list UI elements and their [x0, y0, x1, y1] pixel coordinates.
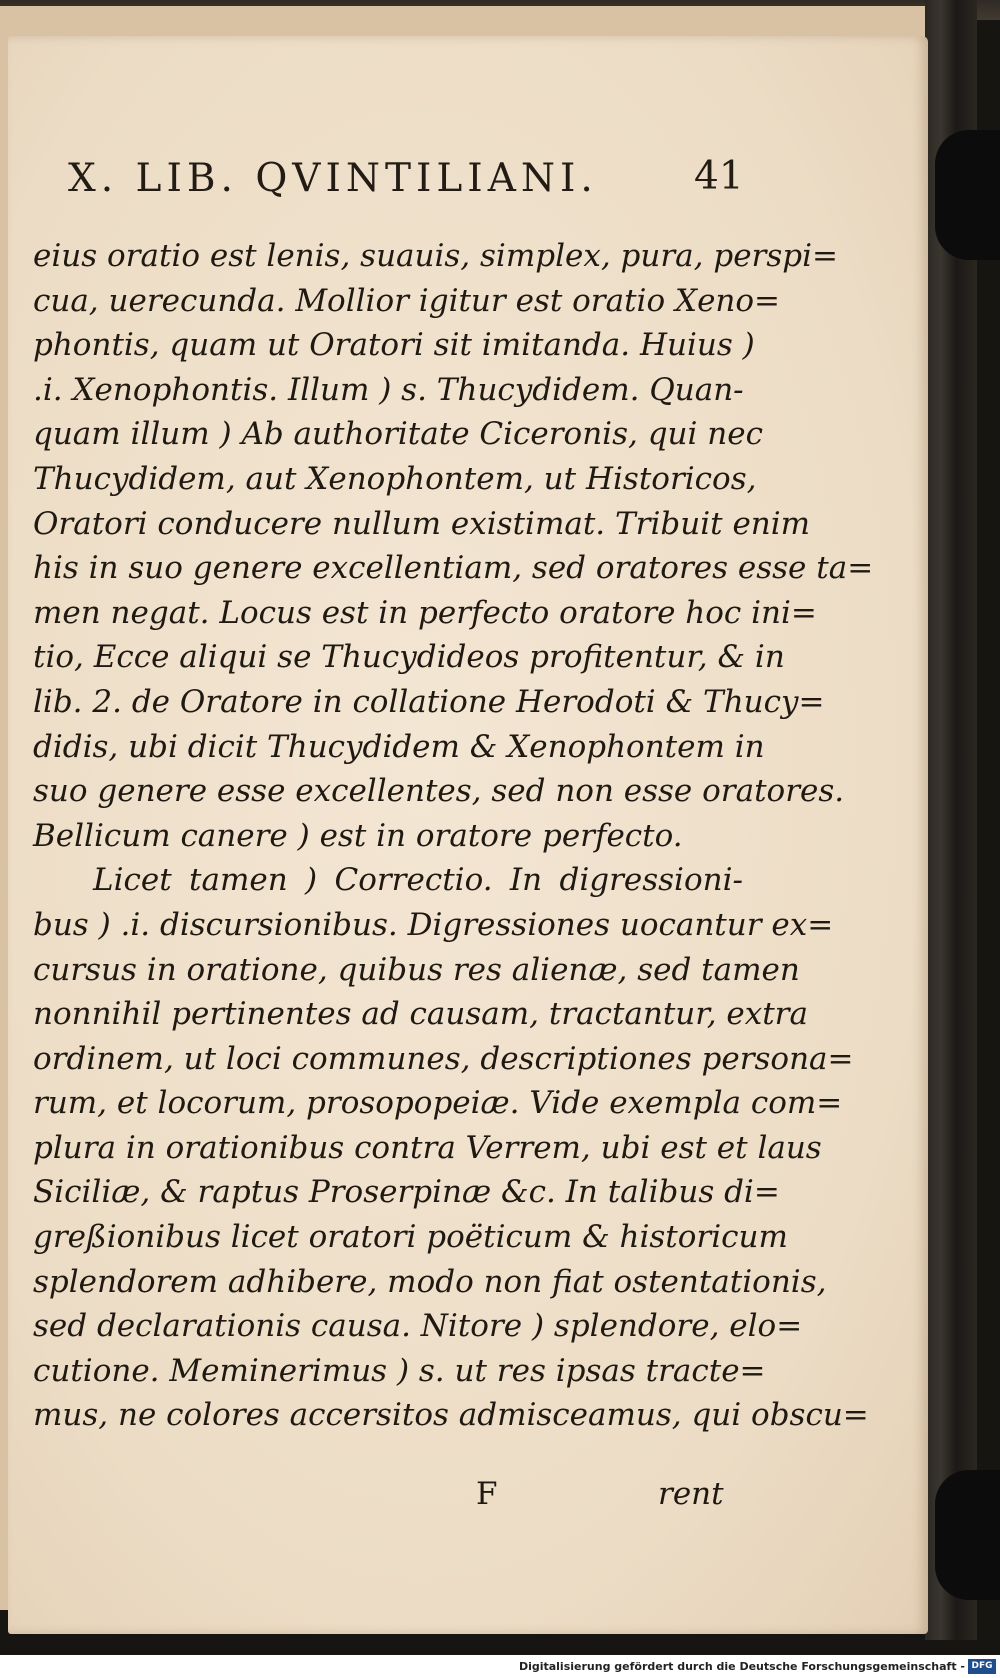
text-line: rum, et locorum, prosopopeiæ. Vide exempla com= [33, 1085, 843, 1122]
text-line: his in suo genere excellentiam, sed oratores esse ta= [33, 550, 874, 587]
digitization-credit: Digitalisierung gefördert durch die Deutsche Forschungsgemeinschaft - [518, 1660, 965, 1673]
text-line: greßionibus licet oratori poëticum & historicum [33, 1219, 788, 1256]
text-line: eius oratio est lenis, suauis, simplex, pura, perspi= [33, 238, 839, 274]
footer-bar [0, 1657, 1000, 1678]
clasp-bottom [935, 1470, 1000, 1600]
text-line: sed declarationis causa. Nitore ) splendore, elo= [33, 1308, 803, 1345]
text-line: splendorem adhibere, modo non fiat ostentationis, [33, 1263, 827, 1300]
text-line: nonnihil pertinentes ad causam, tractantur, extra [33, 996, 808, 1033]
text-line: cursus in oratione, quibus res alienæ, sed tamen [33, 951, 800, 988]
dfg-logo: DFG [968, 1659, 996, 1674]
text-line: Thucydidem, aut Xenophontem, ut Historicos, [33, 460, 757, 497]
text-line: Siciliæ, & raptus Proserpinæ &c. In talibus di= [33, 1174, 780, 1211]
text-line: Bellicum canere ) est in oratore perfecto. [33, 817, 683, 854]
text-line: phontis, quam ut Oratori sit imitanda. Huius ) [33, 327, 755, 364]
catchword: rent [658, 1476, 724, 1512]
text-line: Licet tamen ) Correctio. In digressioni- [93, 862, 743, 899]
text-line: cua, uerecunda. Mollior igitur est oratio Xeno= [33, 282, 781, 319]
text-line: quam illum ) Ab authoritate Ciceronis, qui nec [33, 416, 763, 453]
text-line: suo genere esse excellentes, sed non esse oratores. [33, 773, 845, 810]
book-page [8, 36, 928, 1634]
text-line: didis, ubi dicit Thucydidem & Xenophontem in [33, 728, 765, 765]
text-line: Oratori conducere nullum existimat. Tribuit enim [33, 505, 811, 542]
text-line: plura in orationibus contra Verrem, ubi est et laus [33, 1129, 822, 1166]
text-line: men negat. Locus est in perfecto oratore hoc ini= [33, 594, 817, 631]
text-line: bus ) .i. discursionibus. Digressiones uocantur ex= [33, 906, 834, 943]
running-header: X. LIB. QVINTILIANI. [68, 156, 598, 201]
text-line: lib. 2. de Oratore in collatione Herodoti & Thucy= [33, 683, 825, 720]
text-line: ordinem, ut loci communes, descriptiones persona= [33, 1040, 854, 1077]
text-line: tio, Ecce aliqui se Thucydideos profitentur, & in [33, 639, 785, 676]
clasp-top [935, 130, 1000, 260]
body-text [33, 234, 874, 1438]
text-line: cutione. Meminerimus ) s. ut res ipsas tracte= [33, 1352, 766, 1389]
text-line: mus, ne colores accersitos admisceamus, qui obscu= [33, 1397, 869, 1434]
page-number: 41 [694, 154, 744, 199]
text-line: .i. Xenophontis. Illum ) s. Thucydidem. Quan- [33, 371, 744, 408]
signature-mark: F [476, 1476, 498, 1512]
